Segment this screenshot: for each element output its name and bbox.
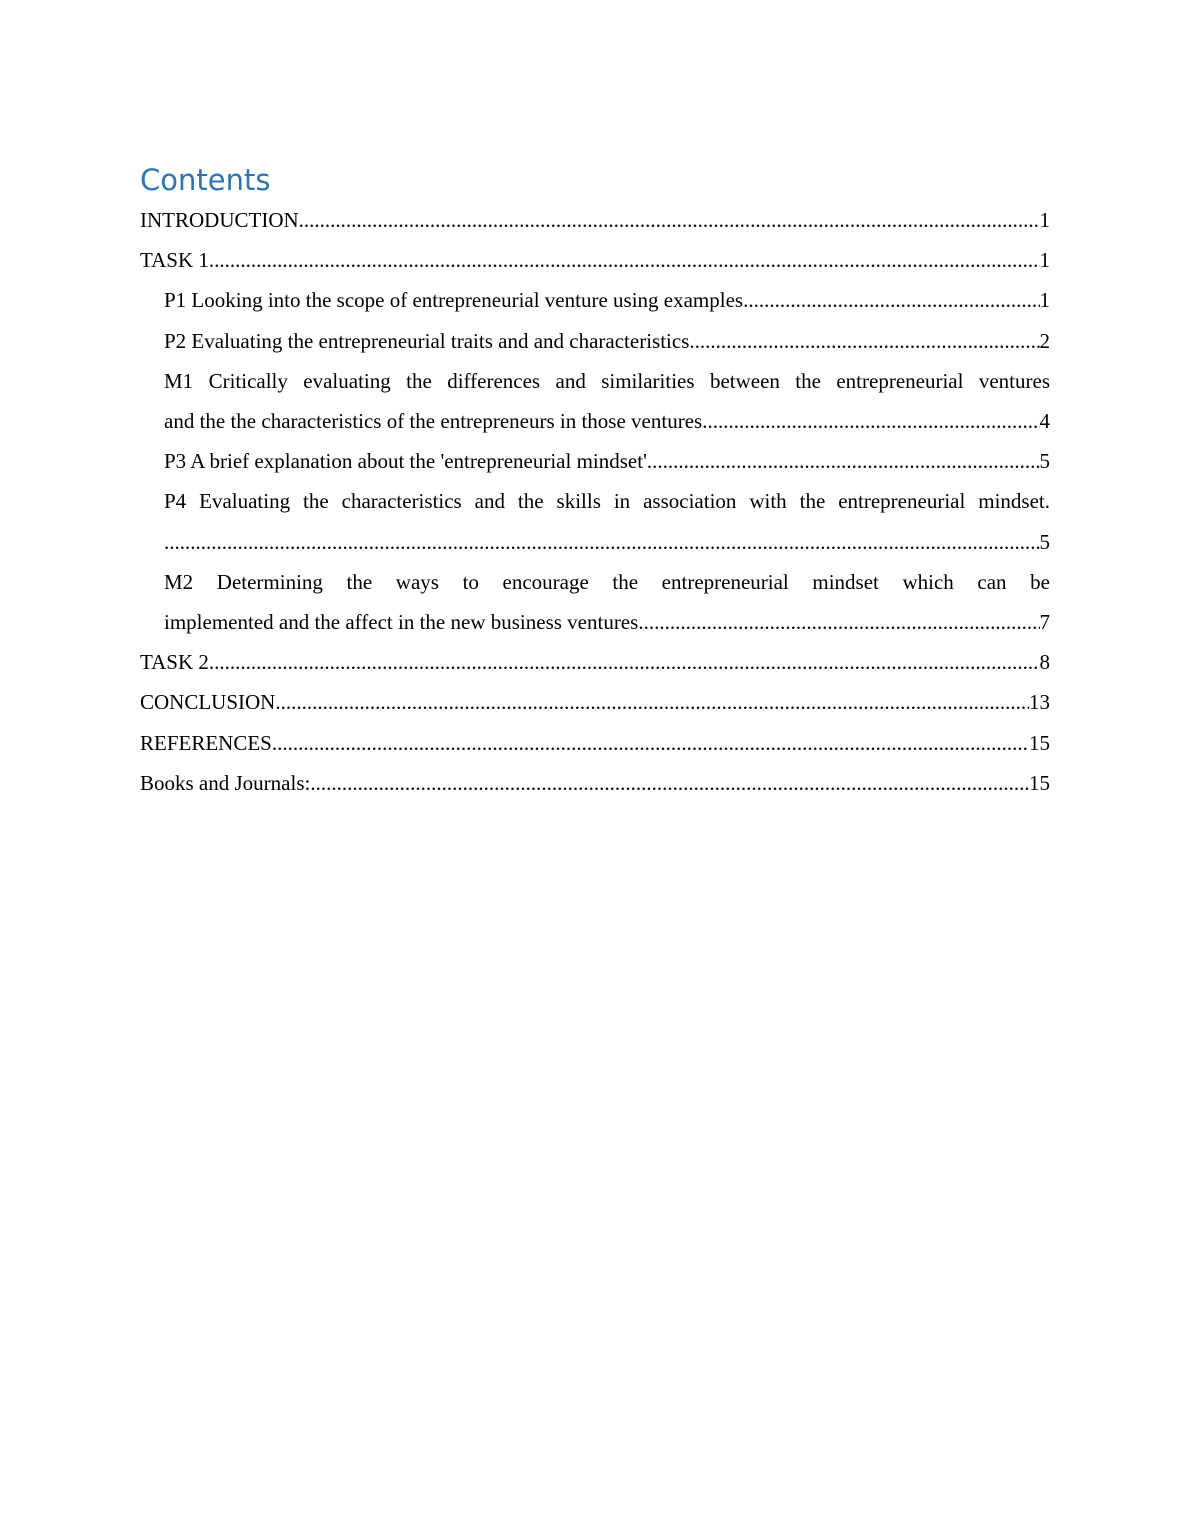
toc-entry-conclusion[interactable] [140, 682, 1050, 722]
toc-entry-p4[interactable] [140, 481, 1050, 561]
toc-page-number: 15 [1029, 730, 1050, 755]
dot-leader [299, 200, 1040, 240]
toc-entry-text: TASK 1 [140, 248, 209, 273]
toc-page-number: 15 [1029, 770, 1050, 795]
toc-entry-m2[interactable] [140, 562, 1050, 642]
toc-page-number: 5 [1039, 449, 1050, 474]
toc-entry-task-2[interactable] [140, 642, 1050, 682]
toc-entry-text: P1 Looking into the scope of entrepreneurial venture using examples [164, 288, 744, 313]
toc-page-number: 1 [1039, 248, 1050, 273]
dot-leader [689, 321, 1039, 361]
dot-leader [275, 682, 1029, 722]
dot-leader [209, 240, 1040, 280]
toc-page-number: 7 [1039, 610, 1050, 635]
toc-page-number: 1 [1039, 208, 1050, 232]
dot-leader [310, 763, 1029, 803]
dot-leader [272, 723, 1029, 763]
toc-entry-text: P3 A brief explanation about the 'entrepreneurial mindset' [164, 449, 647, 474]
toc-entry-text: Books and Journals: [140, 770, 311, 795]
dot-leader [647, 441, 1040, 481]
toc-entry-introduction[interactable] [140, 200, 1050, 240]
toc-entry-text-line2: and the the characteristics of the entrepreneurs in those ventures [164, 409, 703, 434]
toc-entry-task-1[interactable] [140, 240, 1050, 280]
toc-entry-text-line1: M2 Determining the ways to encourage the entrepreneurial mindset which can be [164, 569, 1050, 594]
toc-page-number: 4 [1039, 409, 1050, 434]
dot-leader [164, 522, 1040, 562]
table-of-contents [140, 200, 1050, 803]
toc-page-number: 13 [1029, 690, 1050, 715]
toc-entry-m1[interactable] [140, 361, 1050, 441]
toc-entry-text: REFERENCES [140, 730, 272, 755]
toc-entry-text: P2 Evaluating the entrepreneurial traits and and characteristics [164, 328, 690, 353]
toc-entry-p3[interactable] [140, 441, 1050, 481]
toc-page-number: 5 [1039, 529, 1050, 554]
toc-entry-books-and-journals[interactable] [140, 763, 1050, 803]
toc-page-number: 1 [1039, 288, 1050, 313]
dot-leader [702, 401, 1039, 441]
toc-entry-text-line2: implemented and the affect in the new business ventures [164, 610, 639, 635]
dot-leader [638, 602, 1039, 642]
toc-page-number: 8 [1039, 650, 1050, 675]
toc-entry-p1[interactable] [140, 280, 1050, 320]
toc-entry-references[interactable] [140, 723, 1050, 763]
toc-page-number: 2 [1039, 328, 1050, 353]
toc-entry-p2[interactable] [140, 321, 1050, 361]
contents-heading: Contents [140, 163, 271, 197]
dot-leader [743, 280, 1039, 320]
toc-entry-text: CONCLUSION [140, 690, 276, 715]
toc-entry-text: TASK 2 [140, 650, 209, 675]
toc-entry-text-line1: P4 Evaluating the characteristics and the skills in association with the entrepreneurial mindset. [164, 489, 1050, 514]
toc-entry-text-line1: M1 Critically evaluating the differences and similarities between the entrepreneurial ventures [164, 368, 1050, 393]
document-page [140, 160, 1050, 803]
dot-leader [209, 642, 1040, 682]
toc-entry-text: INTRODUCTION [140, 208, 299, 232]
